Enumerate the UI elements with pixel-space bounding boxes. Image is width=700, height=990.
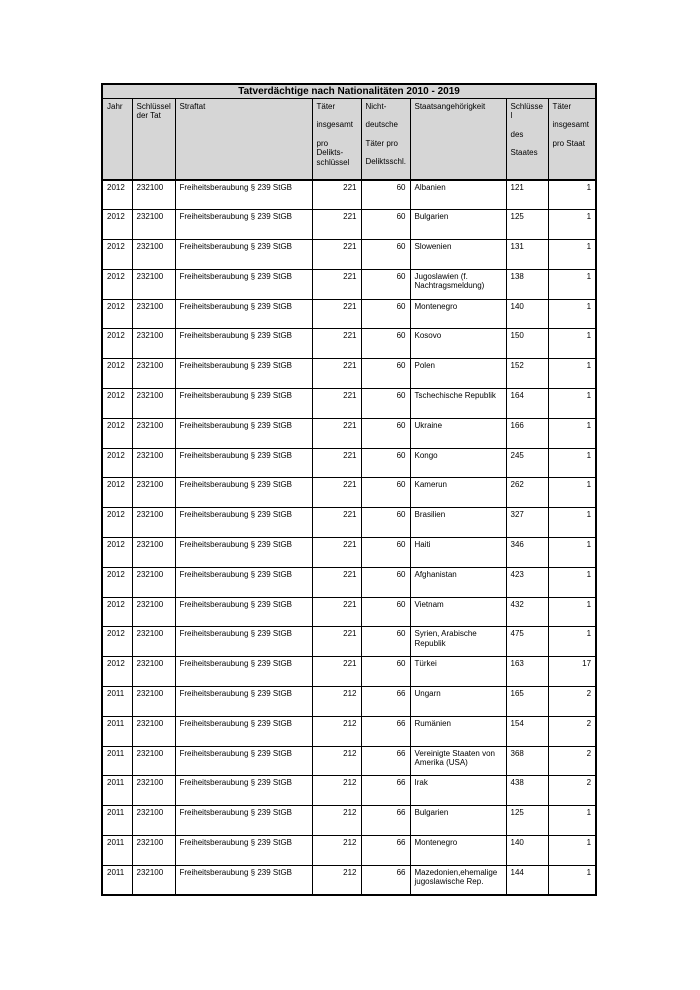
cell-taeter-insgesamt-pro-staat: 1 (548, 478, 596, 508)
cell-taeter-insgesamt-pro-deliktsschluessel: 221 (312, 448, 361, 478)
cell-jahr: 2011 (102, 716, 132, 746)
cell-jahr: 2012 (102, 567, 132, 597)
column-header-jahr: Jahr (102, 99, 132, 181)
cell-taeter-insgesamt-pro-staat: 17 (548, 657, 596, 687)
cell-straftat: Freiheitsberaubung § 239 StGB (175, 806, 312, 836)
cell-nichtdeutsche-taeter-pro-deliktsschl: 66 (361, 716, 410, 746)
cell-schluessel-der-tat: 232100 (132, 329, 175, 359)
cell-taeter-insgesamt-pro-deliktsschluessel: 212 (312, 776, 361, 806)
cell-staatsangehoerigkeit: Irak (410, 776, 506, 806)
table-row (102, 687, 596, 717)
table-row (102, 538, 596, 568)
cell-schluessel-des-staates: 140 (506, 836, 548, 866)
cell-schluessel-des-staates: 438 (506, 776, 548, 806)
cell-nichtdeutsche-taeter-pro-deliktsschl: 60 (361, 180, 410, 210)
cell-taeter-insgesamt-pro-staat: 1 (548, 210, 596, 240)
cell-taeter-insgesamt-pro-deliktsschluessel: 221 (312, 210, 361, 240)
cell-jahr: 2012 (102, 389, 132, 419)
cell-straftat: Freiheitsberaubung § 239 StGB (175, 299, 312, 329)
cell-straftat: Freiheitsberaubung § 239 StGB (175, 746, 312, 776)
cell-nichtdeutsche-taeter-pro-deliktsschl: 60 (361, 299, 410, 329)
column-header-schluessel-des-staates: Schlüssel des Staates (506, 99, 548, 181)
cell-taeter-insgesamt-pro-deliktsschluessel: 221 (312, 359, 361, 389)
cell-taeter-insgesamt-pro-staat: 1 (548, 508, 596, 538)
cell-straftat: Freiheitsberaubung § 239 StGB (175, 657, 312, 687)
cell-staatsangehoerigkeit: Ungarn (410, 687, 506, 717)
cell-nichtdeutsche-taeter-pro-deliktsschl: 60 (361, 478, 410, 508)
cell-schluessel-der-tat: 232100 (132, 269, 175, 299)
cell-schluessel-der-tat: 232100 (132, 776, 175, 806)
cell-staatsangehoerigkeit: Bulgarien (410, 806, 506, 836)
cell-taeter-insgesamt-pro-deliktsschluessel: 221 (312, 567, 361, 597)
cell-straftat: Freiheitsberaubung § 239 StGB (175, 418, 312, 448)
cell-jahr: 2012 (102, 508, 132, 538)
table-header-row (102, 99, 596, 181)
cell-staatsangehoerigkeit: Montenegro (410, 299, 506, 329)
table-row (102, 806, 596, 836)
cell-schluessel-des-staates: 327 (506, 508, 548, 538)
cell-schluessel-der-tat: 232100 (132, 657, 175, 687)
cell-schluessel-der-tat: 232100 (132, 299, 175, 329)
cell-schluessel-der-tat: 232100 (132, 508, 175, 538)
column-header-schluessel-der-tat: Schlüssel der Tat (132, 99, 175, 181)
cell-staatsangehoerigkeit: Türkei (410, 657, 506, 687)
table-row (102, 389, 596, 419)
cell-taeter-insgesamt-pro-staat: 1 (548, 418, 596, 448)
column-header-straftat: Straftat (175, 99, 312, 181)
cell-nichtdeutsche-taeter-pro-deliktsschl: 60 (361, 597, 410, 627)
cell-nichtdeutsche-taeter-pro-deliktsschl: 60 (361, 240, 410, 270)
table-row (102, 210, 596, 240)
cell-schluessel-des-staates: 150 (506, 329, 548, 359)
cell-taeter-insgesamt-pro-staat: 1 (548, 329, 596, 359)
cell-jahr: 2011 (102, 806, 132, 836)
cell-taeter-insgesamt-pro-staat: 2 (548, 746, 596, 776)
cell-staatsangehoerigkeit: Albanien (410, 180, 506, 210)
cell-schluessel-des-staates: 245 (506, 448, 548, 478)
cell-taeter-insgesamt-pro-deliktsschluessel: 212 (312, 687, 361, 717)
cell-nichtdeutsche-taeter-pro-deliktsschl: 60 (361, 210, 410, 240)
cell-staatsangehoerigkeit: Slowenien (410, 240, 506, 270)
cell-taeter-insgesamt-pro-deliktsschluessel: 221 (312, 657, 361, 687)
cell-schluessel-des-staates: 368 (506, 746, 548, 776)
cell-nichtdeutsche-taeter-pro-deliktsschl: 60 (361, 269, 410, 299)
cell-staatsangehoerigkeit: Kongo (410, 448, 506, 478)
cell-schluessel-des-staates: 164 (506, 389, 548, 419)
cell-schluessel-der-tat: 232100 (132, 418, 175, 448)
cell-straftat: Freiheitsberaubung § 239 StGB (175, 359, 312, 389)
cell-schluessel-der-tat: 232100 (132, 478, 175, 508)
cell-staatsangehoerigkeit: Vereinigte Staaten von Amerika (USA) (410, 746, 506, 776)
cell-straftat: Freiheitsberaubung § 239 StGB (175, 269, 312, 299)
cell-nichtdeutsche-taeter-pro-deliktsschl: 66 (361, 806, 410, 836)
cell-schluessel-der-tat: 232100 (132, 240, 175, 270)
cell-jahr: 2011 (102, 776, 132, 806)
suspects-by-nationality-table (101, 83, 597, 896)
cell-taeter-insgesamt-pro-deliktsschluessel: 221 (312, 538, 361, 568)
column-header-nichtdeutsche-taeter-pro-deliktsschl: Nicht- deutsche Täter pro Deliktsschl. (361, 99, 410, 181)
cell-nichtdeutsche-taeter-pro-deliktsschl: 60 (361, 359, 410, 389)
table-row (102, 627, 596, 657)
cell-taeter-insgesamt-pro-deliktsschluessel: 221 (312, 389, 361, 419)
cell-schluessel-des-staates: 166 (506, 418, 548, 448)
cell-taeter-insgesamt-pro-staat: 1 (548, 269, 596, 299)
table-row (102, 299, 596, 329)
cell-straftat: Freiheitsberaubung § 239 StGB (175, 687, 312, 717)
cell-jahr: 2012 (102, 240, 132, 270)
cell-taeter-insgesamt-pro-deliktsschluessel: 212 (312, 836, 361, 866)
cell-taeter-insgesamt-pro-deliktsschluessel: 212 (312, 865, 361, 895)
cell-schluessel-der-tat: 232100 (132, 567, 175, 597)
cell-taeter-insgesamt-pro-staat: 1 (548, 448, 596, 478)
cell-staatsangehoerigkeit: Jugoslawien (f. Nachtragsmeldung) (410, 269, 506, 299)
cell-jahr: 2012 (102, 627, 132, 657)
column-header-taeter-insgesamt-pro-staat: Täter insgesamt pro Staat (548, 99, 596, 181)
cell-staatsangehoerigkeit: Syrien, Arabische Republik (410, 627, 506, 657)
table-row (102, 865, 596, 895)
cell-jahr: 2011 (102, 865, 132, 895)
cell-schluessel-des-staates: 125 (506, 210, 548, 240)
cell-straftat: Freiheitsberaubung § 239 StGB (175, 716, 312, 746)
cell-taeter-insgesamt-pro-staat: 1 (548, 299, 596, 329)
table-title: Tatverdächtige nach Nationalitäten 2010 - 2019 (102, 84, 596, 99)
cell-nichtdeutsche-taeter-pro-deliktsschl: 66 (361, 776, 410, 806)
table-row (102, 269, 596, 299)
cell-taeter-insgesamt-pro-staat: 2 (548, 776, 596, 806)
cell-straftat: Freiheitsberaubung § 239 StGB (175, 389, 312, 419)
cell-taeter-insgesamt-pro-deliktsschluessel: 221 (312, 240, 361, 270)
cell-schluessel-des-staates: 121 (506, 180, 548, 210)
cell-jahr: 2012 (102, 538, 132, 568)
cell-taeter-insgesamt-pro-staat: 1 (548, 865, 596, 895)
cell-schluessel-des-staates: 432 (506, 597, 548, 627)
table-row (102, 567, 596, 597)
cell-taeter-insgesamt-pro-deliktsschluessel: 212 (312, 806, 361, 836)
cell-schluessel-des-staates: 125 (506, 806, 548, 836)
cell-taeter-insgesamt-pro-staat: 1 (548, 627, 596, 657)
table-row (102, 418, 596, 448)
cell-jahr: 2012 (102, 478, 132, 508)
cell-straftat: Freiheitsberaubung § 239 StGB (175, 865, 312, 895)
cell-schluessel-der-tat: 232100 (132, 448, 175, 478)
cell-nichtdeutsche-taeter-pro-deliktsschl: 60 (361, 448, 410, 478)
cell-staatsangehoerigkeit: Vietnam (410, 597, 506, 627)
cell-schluessel-des-staates: 152 (506, 359, 548, 389)
cell-staatsangehoerigkeit: Brasilien (410, 508, 506, 538)
cell-nichtdeutsche-taeter-pro-deliktsschl: 60 (361, 389, 410, 419)
cell-nichtdeutsche-taeter-pro-deliktsschl: 60 (361, 329, 410, 359)
cell-straftat: Freiheitsberaubung § 239 StGB (175, 508, 312, 538)
cell-straftat: Freiheitsberaubung § 239 StGB (175, 597, 312, 627)
cell-schluessel-der-tat: 232100 (132, 746, 175, 776)
cell-nichtdeutsche-taeter-pro-deliktsschl: 60 (361, 538, 410, 568)
cell-staatsangehoerigkeit: Montenegro (410, 836, 506, 866)
cell-jahr: 2012 (102, 329, 132, 359)
cell-taeter-insgesamt-pro-staat: 2 (548, 716, 596, 746)
cell-schluessel-der-tat: 232100 (132, 210, 175, 240)
cell-jahr: 2011 (102, 687, 132, 717)
cell-staatsangehoerigkeit: Tschechische Republik (410, 389, 506, 419)
cell-straftat: Freiheitsberaubung § 239 StGB (175, 210, 312, 240)
cell-straftat: Freiheitsberaubung § 239 StGB (175, 836, 312, 866)
cell-straftat: Freiheitsberaubung § 239 StGB (175, 180, 312, 210)
cell-taeter-insgesamt-pro-staat: 1 (548, 597, 596, 627)
cell-nichtdeutsche-taeter-pro-deliktsschl: 60 (361, 508, 410, 538)
cell-schluessel-der-tat: 232100 (132, 389, 175, 419)
cell-staatsangehoerigkeit: Polen (410, 359, 506, 389)
cell-schluessel-der-tat: 232100 (132, 359, 175, 389)
table-title-row (102, 84, 596, 99)
table-body (102, 180, 596, 895)
cell-taeter-insgesamt-pro-deliktsschluessel: 221 (312, 180, 361, 210)
cell-schluessel-der-tat: 232100 (132, 716, 175, 746)
cell-schluessel-der-tat: 232100 (132, 865, 175, 895)
cell-taeter-insgesamt-pro-staat: 1 (548, 567, 596, 597)
cell-schluessel-der-tat: 232100 (132, 538, 175, 568)
cell-schluessel-der-tat: 232100 (132, 806, 175, 836)
cell-straftat: Freiheitsberaubung § 239 StGB (175, 538, 312, 568)
cell-nichtdeutsche-taeter-pro-deliktsschl: 60 (361, 567, 410, 597)
cell-staatsangehoerigkeit: Rumänien (410, 716, 506, 746)
cell-schluessel-des-staates: 423 (506, 567, 548, 597)
cell-nichtdeutsche-taeter-pro-deliktsschl: 66 (361, 836, 410, 866)
table-row (102, 329, 596, 359)
table-row (102, 657, 596, 687)
cell-taeter-insgesamt-pro-deliktsschluessel: 221 (312, 627, 361, 657)
cell-jahr: 2011 (102, 746, 132, 776)
cell-nichtdeutsche-taeter-pro-deliktsschl: 66 (361, 865, 410, 895)
cell-jahr: 2012 (102, 418, 132, 448)
cell-schluessel-des-staates: 154 (506, 716, 548, 746)
column-header-staatsangehoerigkeit: Staatsangehörigkeit (410, 99, 506, 181)
cell-taeter-insgesamt-pro-staat: 1 (548, 389, 596, 419)
cell-taeter-insgesamt-pro-deliktsschluessel: 221 (312, 597, 361, 627)
cell-jahr: 2012 (102, 657, 132, 687)
cell-taeter-insgesamt-pro-deliktsschluessel: 221 (312, 508, 361, 538)
cell-taeter-insgesamt-pro-deliktsschluessel: 212 (312, 716, 361, 746)
cell-jahr: 2012 (102, 597, 132, 627)
cell-schluessel-des-staates: 262 (506, 478, 548, 508)
cell-schluessel-des-staates: 165 (506, 687, 548, 717)
cell-schluessel-der-tat: 232100 (132, 627, 175, 657)
cell-jahr: 2011 (102, 836, 132, 866)
column-header-taeter-insgesamt-pro-deliktsschluessel: Täter insgesamt pro Delikts- schlüssel (312, 99, 361, 181)
cell-taeter-insgesamt-pro-deliktsschluessel: 221 (312, 478, 361, 508)
cell-schluessel-des-staates: 144 (506, 865, 548, 895)
cell-schluessel-des-staates: 140 (506, 299, 548, 329)
cell-nichtdeutsche-taeter-pro-deliktsschl: 60 (361, 418, 410, 448)
cell-taeter-insgesamt-pro-staat: 1 (548, 538, 596, 568)
cell-taeter-insgesamt-pro-deliktsschluessel: 212 (312, 746, 361, 776)
cell-straftat: Freiheitsberaubung § 239 StGB (175, 776, 312, 806)
cell-jahr: 2012 (102, 269, 132, 299)
cell-taeter-insgesamt-pro-deliktsschluessel: 221 (312, 418, 361, 448)
cell-schluessel-des-staates: 138 (506, 269, 548, 299)
cell-nichtdeutsche-taeter-pro-deliktsschl: 60 (361, 627, 410, 657)
cell-staatsangehoerigkeit: Kamerun (410, 478, 506, 508)
cell-taeter-insgesamt-pro-deliktsschluessel: 221 (312, 299, 361, 329)
cell-staatsangehoerigkeit: Bulgarien (410, 210, 506, 240)
cell-taeter-insgesamt-pro-deliktsschluessel: 221 (312, 329, 361, 359)
cell-taeter-insgesamt-pro-deliktsschluessel: 221 (312, 269, 361, 299)
cell-staatsangehoerigkeit: Kosovo (410, 329, 506, 359)
cell-staatsangehoerigkeit: Ukraine (410, 418, 506, 448)
cell-jahr: 2012 (102, 448, 132, 478)
cell-taeter-insgesamt-pro-staat: 1 (548, 240, 596, 270)
cell-taeter-insgesamt-pro-staat: 1 (548, 806, 596, 836)
table-row (102, 836, 596, 866)
cell-straftat: Freiheitsberaubung § 239 StGB (175, 627, 312, 657)
cell-taeter-insgesamt-pro-staat: 1 (548, 180, 596, 210)
table-row (102, 746, 596, 776)
cell-straftat: Freiheitsberaubung § 239 StGB (175, 240, 312, 270)
cell-schluessel-des-staates: 475 (506, 627, 548, 657)
cell-schluessel-der-tat: 232100 (132, 180, 175, 210)
cell-nichtdeutsche-taeter-pro-deliktsschl: 60 (361, 657, 410, 687)
cell-jahr: 2012 (102, 210, 132, 240)
cell-jahr: 2012 (102, 299, 132, 329)
table-row (102, 776, 596, 806)
cell-taeter-insgesamt-pro-staat: 2 (548, 687, 596, 717)
cell-straftat: Freiheitsberaubung § 239 StGB (175, 478, 312, 508)
cell-taeter-insgesamt-pro-staat: 1 (548, 359, 596, 389)
cell-schluessel-der-tat: 232100 (132, 597, 175, 627)
cell-taeter-insgesamt-pro-staat: 1 (548, 836, 596, 866)
cell-staatsangehoerigkeit: Afghanistan (410, 567, 506, 597)
cell-nichtdeutsche-taeter-pro-deliktsschl: 66 (361, 746, 410, 776)
table-row (102, 478, 596, 508)
cell-schluessel-des-staates: 346 (506, 538, 548, 568)
table-row (102, 359, 596, 389)
cell-straftat: Freiheitsberaubung § 239 StGB (175, 448, 312, 478)
cell-staatsangehoerigkeit: Haiti (410, 538, 506, 568)
cell-schluessel-des-staates: 131 (506, 240, 548, 270)
table-row (102, 508, 596, 538)
cell-schluessel-der-tat: 232100 (132, 687, 175, 717)
cell-straftat: Freiheitsberaubung § 239 StGB (175, 567, 312, 597)
table-row (102, 716, 596, 746)
cell-straftat: Freiheitsberaubung § 239 StGB (175, 329, 312, 359)
cell-nichtdeutsche-taeter-pro-deliktsschl: 66 (361, 687, 410, 717)
table-row (102, 597, 596, 627)
table-row (102, 448, 596, 478)
cell-jahr: 2012 (102, 180, 132, 210)
table-row (102, 240, 596, 270)
cell-jahr: 2012 (102, 359, 132, 389)
cell-staatsangehoerigkeit: Mazedonien,ehemalige jugoslawische Rep. (410, 865, 506, 895)
table-row (102, 180, 596, 210)
cell-schluessel-der-tat: 232100 (132, 836, 175, 866)
cell-schluessel-des-staates: 163 (506, 657, 548, 687)
